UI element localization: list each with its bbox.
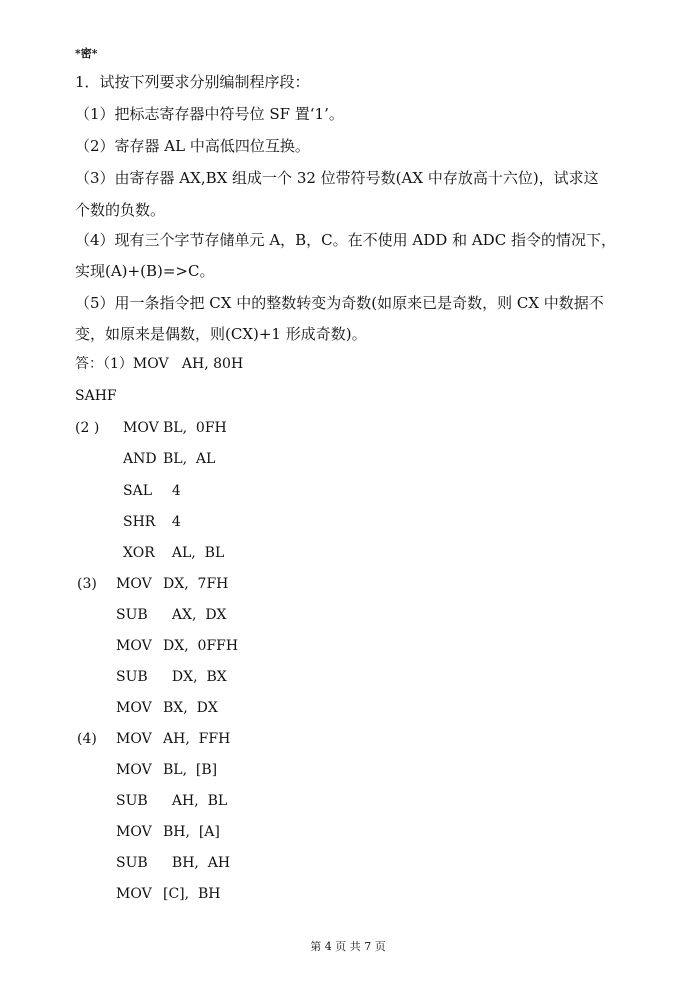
answer-part2-label: (2 ) <box>75 420 100 436</box>
code-op: SUB <box>116 669 148 685</box>
code-op: SAL <box>123 483 152 499</box>
question-item-1: （1）把标志寄存器中符号位 SF 置‘1’。 <box>75 105 344 123</box>
code-args: AH, FFH <box>163 731 231 747</box>
answer-part4-label: (4) <box>77 731 97 747</box>
code-args: BX, DX <box>163 700 218 716</box>
code-args: AH, BL <box>163 793 228 809</box>
code-op: MOV <box>123 420 159 436</box>
code-op: SUB <box>116 855 148 871</box>
code-op: SUB <box>116 793 148 809</box>
answer-part1-line2: SAHF <box>75 388 117 404</box>
code-args: 4 <box>163 514 181 530</box>
code-op: MOV <box>116 700 152 716</box>
question-item-4-cont: 实现(A)+(B)=>C。 <box>75 262 215 280</box>
code-op: MOV <box>116 824 152 840</box>
page-footer: 第 4 页 共 7 页 <box>310 940 386 953</box>
code-args: BL, 0FH <box>163 420 227 436</box>
question-item-3: （3）由寄存器 AX,BX 组成一个 32 位带符号数(AX 中存放高十六位)，试求这 <box>75 169 599 187</box>
code-args: AX, DX <box>163 607 227 623</box>
question-item-4: （4）现有三个字节存储单元 A，B，C。在不使用 ADD 和 ADC 指令的情况下， <box>75 231 616 249</box>
question-item-2: （2）寄存器 AL 中高低四位互换。 <box>75 137 310 155</box>
code-args: BH, [A] <box>163 824 220 840</box>
code-op: MOV <box>116 638 152 654</box>
code-op: MOV <box>116 762 152 778</box>
code-args: BL, AL <box>163 451 216 467</box>
code-op: AND <box>123 451 157 467</box>
code-args: AL, BL <box>163 545 225 561</box>
code-op: MOV <box>116 886 152 902</box>
confidential-mark: *密* <box>75 47 98 60</box>
answer-part3-label: (3) <box>77 576 97 592</box>
answer-part1-line1: 答：（1）MOV AH, 80H <box>75 356 244 372</box>
code-args: 4 <box>163 483 181 499</box>
question-item-5-cont: 变，如原来是偶数，则(CX)+1 形成奇数)。 <box>75 325 367 343</box>
question-title: 1．试按下列要求分别编制程序段： <box>75 73 310 91</box>
code-args: BH, AH <box>163 855 231 871</box>
question-item-5: （5）用一条指令把 CX 中的整数转变为奇数(如原来已是奇数，则 CX 中数据不 <box>75 294 604 312</box>
code-args: DX, 7FH <box>163 576 229 592</box>
code-op: SHR <box>123 514 156 530</box>
code-args: DX, BX <box>163 669 227 685</box>
code-args: [C], BH <box>163 886 221 902</box>
code-op: SUB <box>116 607 148 623</box>
code-op: MOV <box>116 731 152 747</box>
code-args: BL, [B] <box>163 762 218 778</box>
question-item-3-cont: 个数的负数。 <box>75 201 166 219</box>
code-op: MOV <box>116 576 152 592</box>
code-args: DX, 0FFH <box>163 638 239 654</box>
code-op: XOR <box>123 545 155 561</box>
